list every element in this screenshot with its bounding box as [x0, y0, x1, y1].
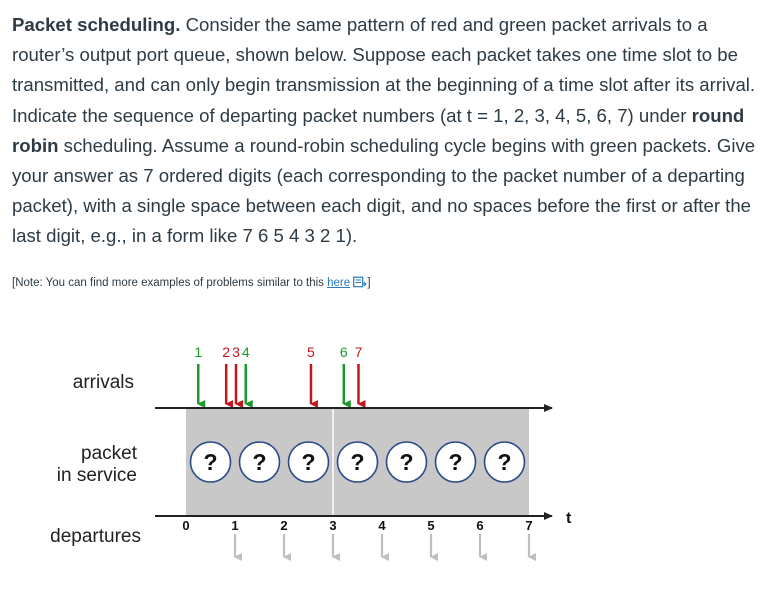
service-slot-mark-6: ? [448, 449, 463, 475]
service-slot-mark-3: ? [301, 449, 316, 475]
departure-arrows [182, 518, 532, 557]
time-tick-7: 7 [525, 518, 533, 533]
scheduling-diagram [0, 330, 760, 580]
arrival-label-5: 5 [307, 344, 315, 360]
service-slot-mark-4: ? [350, 449, 365, 475]
service-slot-mark-5: ? [399, 449, 414, 475]
round-robin-emphasis: round robin [12, 104, 745, 156]
note [12, 276, 371, 291]
time-tick-5: 5 [427, 518, 435, 533]
problem-text-2: scheduling. Assume a round-robin scheduling cycle begins with green packets. Give your answer as 7 ordered digits (each corresponding to the packet number of a departing packet), with a single space between each digit, and no spaces before the first or after the last digit, e.g., in a form like 7 6 5 4 3 2 1). [12, 134, 756, 247]
time-axis-label: t [566, 510, 572, 527]
note-text: [Note: You can find more examples of problems similar to this [12, 277, 328, 289]
problem-title: Packet scheduling. [12, 14, 181, 35]
time-tick-0: 0 [182, 518, 190, 533]
problem-text-1: Consider the same pattern of red and green packet arrivals to a router’s output port queue, shown below. Suppose each packet takes one time slot to be transmitted, and can only begin transmission at the beginning of a time slot after its arrival. Indicate the sequence of departing packet numbers (at t = 1, 2, 3, 4, 5, 6, 7) under [12, 14, 756, 126]
arrival-label-2: 2 [222, 344, 231, 360]
arrival-label-3: 3 [232, 344, 240, 360]
service-slot-mark-7: ? [497, 449, 512, 475]
service-label-line2: in service [56, 465, 137, 486]
arrival-label-6: 6 [339, 344, 348, 360]
service-label-line1: packet [81, 443, 137, 464]
arrival-arrows [194, 344, 362, 404]
service-slot-mark-2: ? [252, 449, 267, 475]
arrival-label-7: 7 [354, 344, 363, 360]
arrival-label-4: 4 [241, 344, 250, 360]
service-slot-mark-1: ? [203, 449, 218, 475]
time-tick-2: 2 [280, 518, 288, 533]
note-link[interactable]: here [327, 277, 351, 289]
external-link-icon[interactable] [353, 276, 367, 291]
problem-statement [12, 10, 756, 252]
departures-label: departures [50, 526, 141, 547]
time-tick-1: 1 [231, 518, 239, 533]
arrivals-label: arrivals [72, 372, 134, 393]
time-tick-3: 3 [329, 518, 337, 533]
arrival-label-1: 1 [194, 344, 203, 360]
time-tick-4: 4 [378, 518, 386, 533]
time-tick-6: 6 [476, 518, 484, 533]
note-suffix: ] [367, 277, 371, 289]
